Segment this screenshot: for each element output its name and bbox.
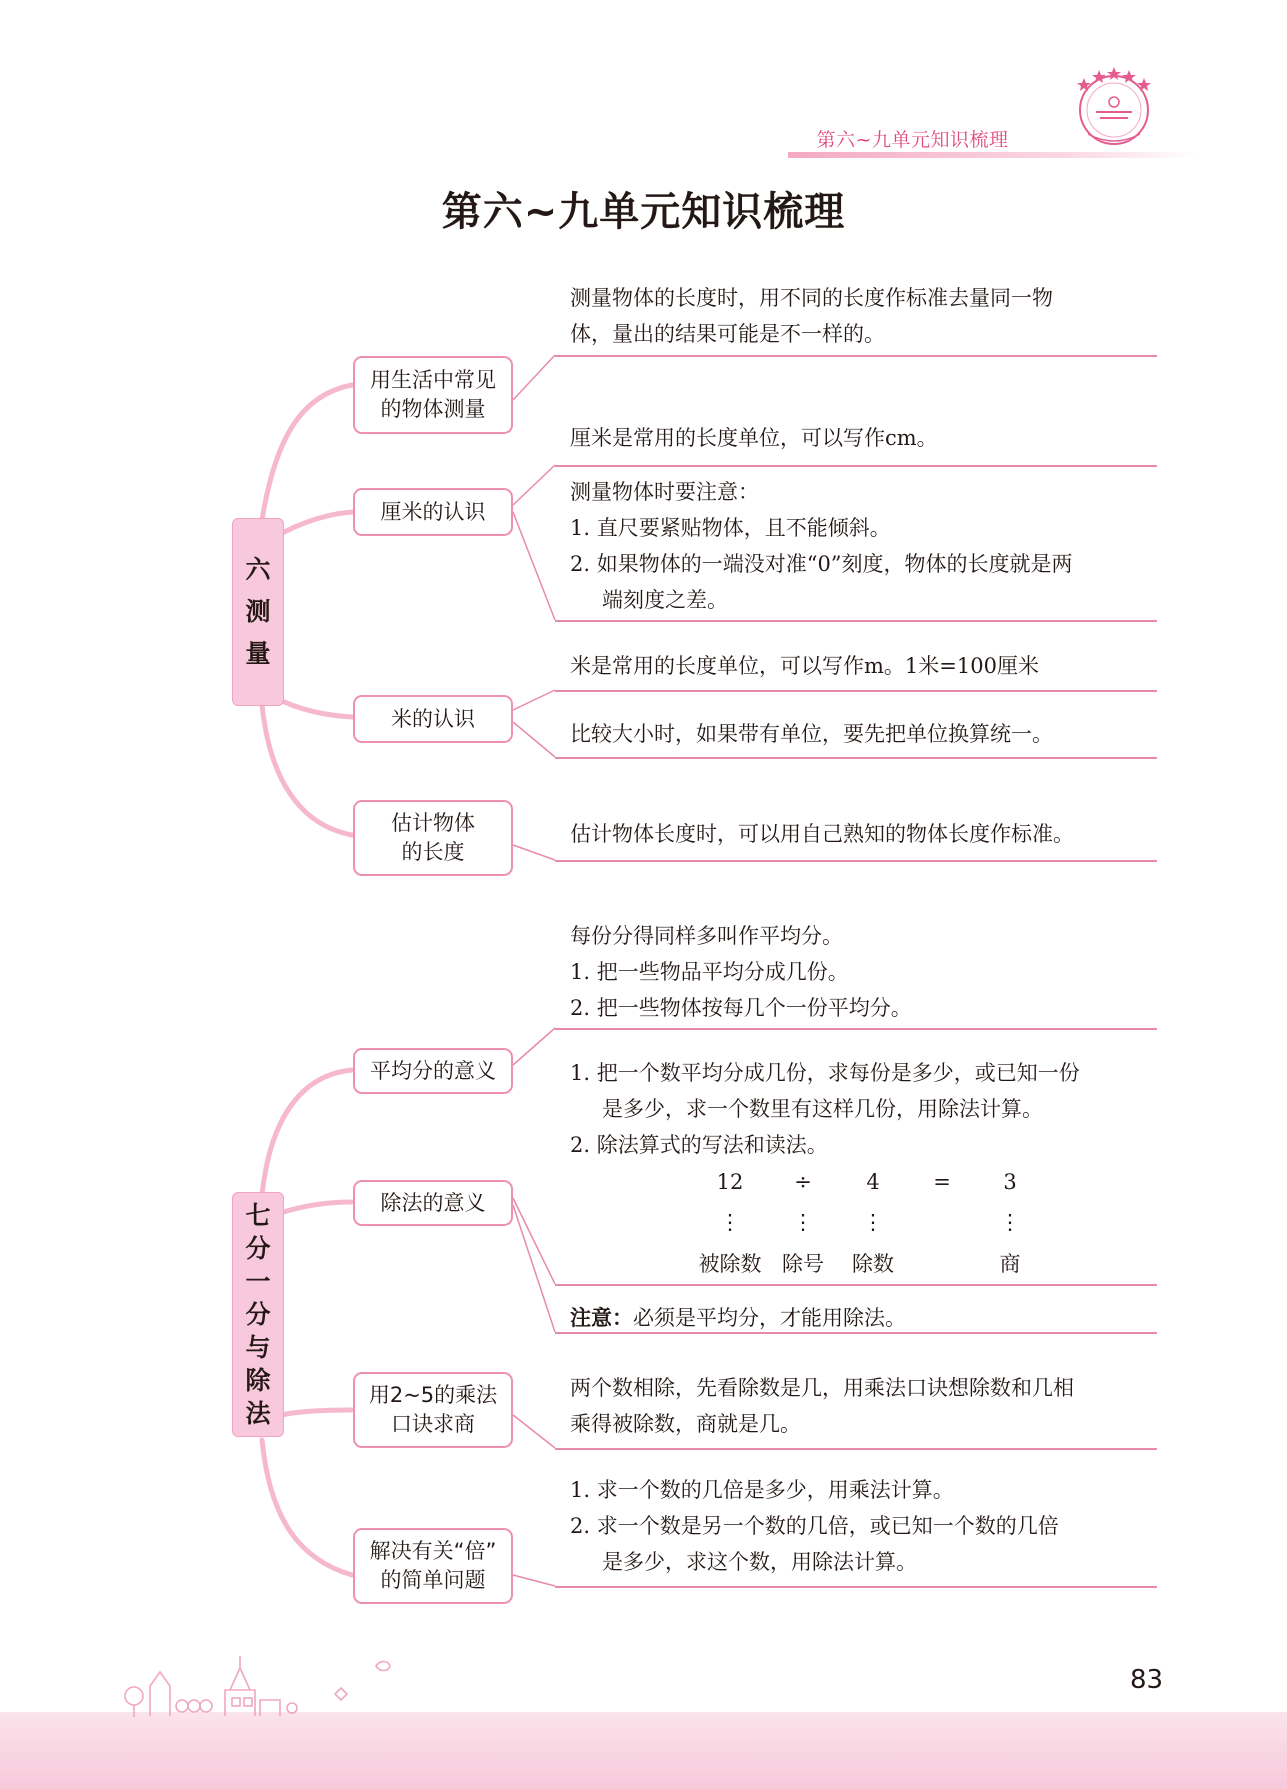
divider-line <box>555 757 1157 759</box>
division-divisor: 4 <box>866 1170 880 1194</box>
unit6-root-char: 六 <box>245 555 271 584</box>
division-label-quotient: 商 <box>999 1252 1021 1276</box>
unit7-root-char: 法 <box>245 1399 271 1428</box>
divider-line <box>555 1586 1157 1588</box>
division-sign: ÷ <box>794 1170 812 1194</box>
footer-band <box>0 1712 1287 1789</box>
unit7-root-char: 分 <box>245 1300 271 1329</box>
division-label-divisor: 除数 <box>852 1252 894 1276</box>
page-title: 第六~九单元知识梳理 <box>441 189 846 235</box>
unit7-note <box>570 1300 906 1336</box>
page-number: 83 <box>1130 1665 1164 1695</box>
division-dots: ⋮ <box>862 1210 884 1234</box>
unit7-root-char: 一 <box>245 1267 271 1296</box>
division-dots: ⋮ <box>999 1210 1021 1234</box>
division-label-sign: 除号 <box>782 1252 824 1276</box>
divider-line <box>555 355 1157 357</box>
node-everyday-measure: 用生活中常见 的物体测量 <box>353 356 513 434</box>
divider-line <box>555 1284 1157 1286</box>
node-division-meaning: 除法的意义 <box>353 1180 513 1226</box>
note-label: 注意： <box>570 1306 633 1330</box>
unit6-text-1: 测量物体的长度时，用不同的长度作标准去量同一物 体，量出的结果可能是不一样的。 <box>570 286 1053 346</box>
unit6-root <box>232 518 284 706</box>
divider-line <box>555 1028 1157 1030</box>
divider-line <box>555 1332 1157 1334</box>
unit6-text-2: 厘米是常用的长度单位，可以写作cm。 <box>570 426 938 450</box>
node-multiplication-quotient: 用2~5的乘法 口诀求商 <box>353 1372 513 1448</box>
division-equals: = <box>933 1170 951 1194</box>
node-times-problems: 解决有关“倍” 的简单问题 <box>353 1528 513 1604</box>
note-text: 必须是平均分，才能用除法。 <box>633 1306 906 1330</box>
unit7-text-1: 每份分得同样多叫作平均分。 1. 把一些物品平均分成几份。 2. 把一些物体按每几个一份平均分。 <box>570 924 912 1020</box>
division-dots: ⋮ <box>792 1210 814 1234</box>
unit6-text-3: 测量物体时要注意： 1. 直尺要紧贴物体，且不能倾斜。 2. 如果物体的一端没对准“0”刻度，物体的长度就是两 端刻度之差。 <box>570 480 1073 612</box>
unit7-text-2: 1. 把一个数平均分成几份，求每份是多少，或已知一份 是多少，求一个数里有这样几份，用除法计算。 2. 除法算式的写法和读法。 <box>570 1061 1080 1157</box>
node-meter: 米的认识 <box>353 695 513 743</box>
unit6-root-char: 测 <box>245 597 271 626</box>
divider-line <box>555 690 1157 692</box>
unit7-root-char: 七 <box>245 1201 271 1230</box>
unit7-root-char: 除 <box>245 1366 271 1395</box>
divider-line <box>555 465 1157 467</box>
unit7-root <box>232 1192 284 1437</box>
divider-line <box>555 1448 1157 1450</box>
footer-castle-decoration <box>120 1648 400 1720</box>
division-dividend: 12 <box>716 1170 744 1194</box>
unit7-text-4: 1. 求一个数的几倍是多少，用乘法计算。 2. 求一个数是另一个数的几倍，或已知一个数的几倍 是多少，求这个数，用除法计算。 <box>570 1478 1059 1574</box>
division-dots: ⋮ <box>719 1210 741 1234</box>
unit7-root-char: 分 <box>245 1234 271 1263</box>
node-equal-division: 平均分的意义 <box>353 1048 513 1094</box>
unit6-text-4: 米是常用的长度单位，可以写作m。1米=100厘米 <box>570 654 1039 678</box>
unit6-text-6: 估计物体长度时，可以用自己熟知的物体长度作标准。 <box>570 822 1074 846</box>
unit6-text-5: 比较大小时，如果带有单位，要先把单位换算统一。 <box>570 722 1053 746</box>
divider-line <box>555 620 1157 622</box>
division-quotient: 3 <box>1003 1170 1017 1194</box>
divider-line <box>555 860 1157 862</box>
header-section-label: 第六~九单元知识梳理 <box>816 129 1009 151</box>
node-centimeter: 厘米的认识 <box>353 488 513 536</box>
unit7-root-char: 与 <box>245 1333 271 1362</box>
unit6-root-char: 量 <box>245 639 271 668</box>
node-estimate-length: 估计物体 的长度 <box>353 800 513 876</box>
division-label-dividend: 被除数 <box>698 1252 762 1276</box>
unit7-text-3: 两个数相除，先看除数是几，用乘法口诀想除数和几相 乘得被除数，商就是几。 <box>570 1376 1074 1436</box>
